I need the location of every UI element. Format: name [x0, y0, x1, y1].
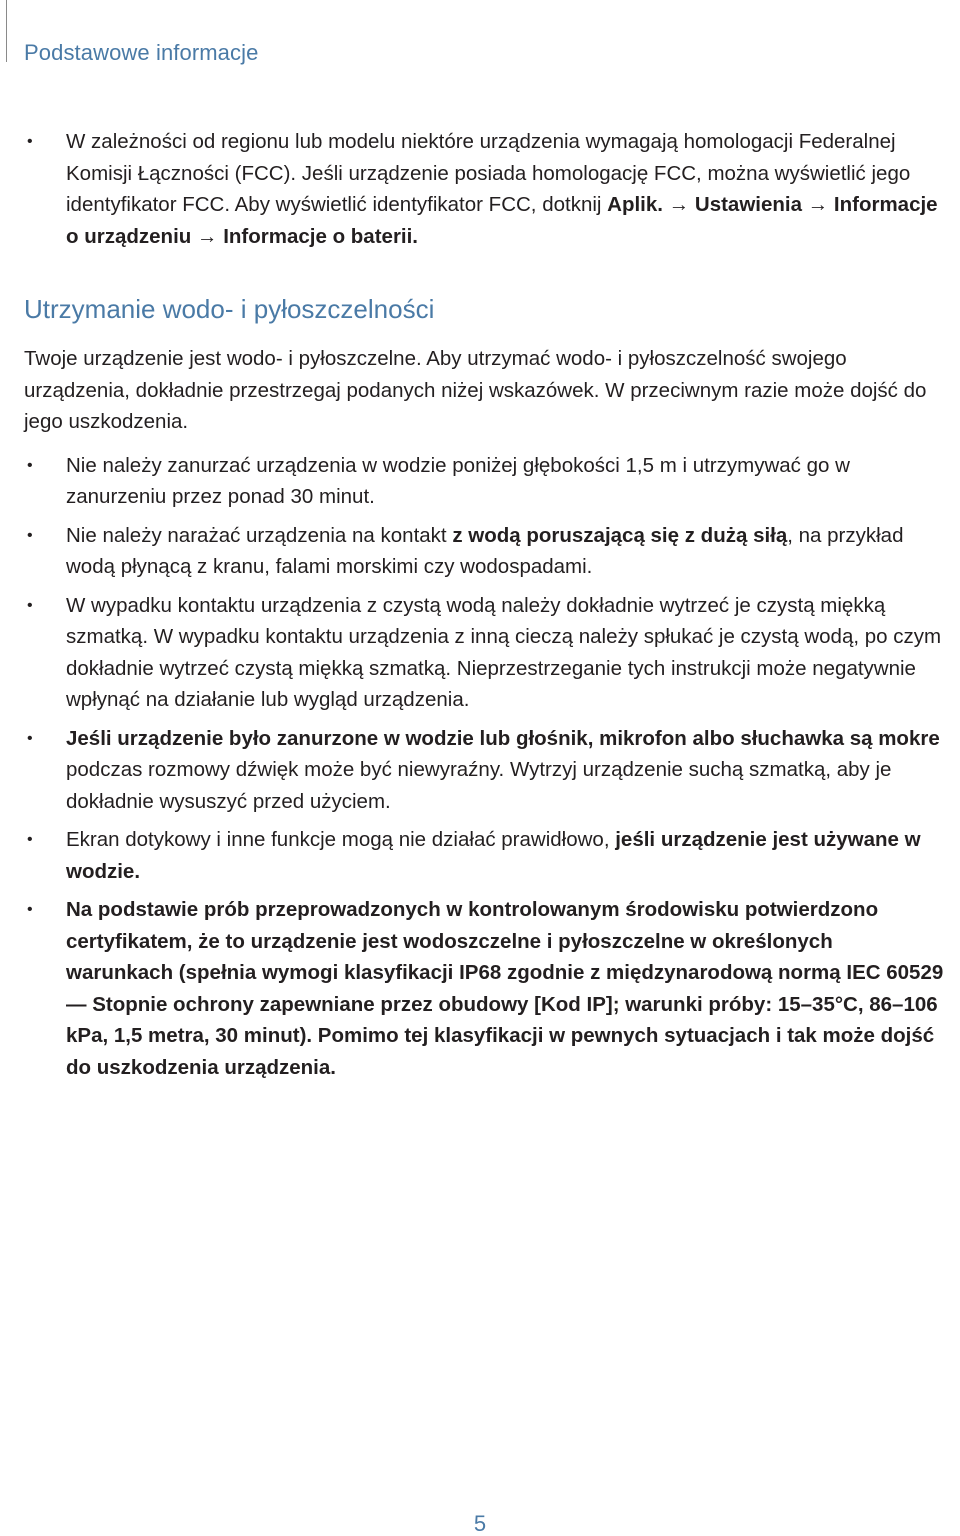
menu-path-settings: Ustawienia: [694, 193, 802, 216]
bullet-icon: •: [27, 456, 33, 474]
precautions-list: [24, 450, 944, 1084]
list-item: [24, 520, 944, 583]
page-number: 5: [473, 1511, 487, 1536]
list-item-text: , na przykład wodą płynącą z kranu, falami morskimi czy wodospadami.: [66, 523, 904, 578]
page-header-title: Podstawowe informacje: [24, 40, 259, 65]
arrow-right-icon: →: [197, 224, 218, 248]
bullet-icon: •: [27, 526, 33, 544]
fcc-note: [24, 126, 944, 252]
list-item-bold-text: Na podstawie prób przeprowadzonych w kontrolowanym środowisku potwierdzono certyfikatem, że to urządzenie jest wodoszczelne i pyłoszczelne w określonych warunkach (spełnia wymogi klasyfikacji IP68 zgodnie z międzynarodową normą IEC 60529 — Stopnie ochrony zapewniane przez obudowy [Kod IP]; warunki próby: 15–35°C, 86–106 kPa, 1,5 metra, 30 minut). Pomimo tej klasyfikacji w pewnych sytuacjach i tak może dojść do uszkodzenia urządzenia.: [66, 898, 944, 1079]
menu-path-apps: Aplik.: [607, 193, 663, 216]
list-item-text: Nie należy zanurzać urządzenia w wodzie poniżej głębokości 1,5 m i utrzymywać go w zanurzeniu przez ponad 30 minut.: [66, 453, 850, 508]
menu-path-about-device: Informacje o urządzeniu: [66, 193, 938, 248]
list-item-bold-text: Jeśli urządzenie było zanurzone w wodzie lub głośnik, mikrofon albo słuchawka są mokre: [66, 726, 940, 750]
bullet-icon: •: [27, 729, 33, 747]
list-item-text: W wypadku kontaktu urządzenia z czystą wodą należy dokładnie wytrzeć je czystą miękką szmatką. W wypadku kontaktu urządzenia z inną cieczą należy spłukać je czystą wodą, po czym dokładnie wytrzeć czystą miękką szmatką. Nieprzestrzeganie tych instrukcji może negatywnie wpłynąć na działanie lub wygląd urządzenia.: [66, 593, 942, 711]
bullet-icon: •: [27, 596, 33, 614]
margin-rule: [6, 0, 7, 62]
list-item: [24, 824, 944, 887]
list-item: [24, 590, 944, 716]
list-item-text: Nie należy narażać urządzenia na kontakt: [66, 523, 453, 547]
list-item-text: Ekran dotykowy i inne funkcje mogą nie działać prawidłowo,: [66, 828, 616, 851]
list-item-text: podczas rozmowy dźwięk może być niewyraźny. Wytrzyj urządzenie suchą szmatką, aby je dokładnie wysuszyć przed użyciem.: [66, 758, 892, 813]
page-content: [24, 126, 944, 1083]
list-item: [24, 723, 944, 818]
list-item: [24, 894, 944, 1083]
section-title: Utrzymanie wodo- i pyłoszczelności: [24, 294, 435, 324]
bullet-icon: •: [27, 831, 33, 848]
bullet-icon: •: [27, 133, 33, 150]
list-item-bold-text: z wodą poruszającą się z dużą siłą: [452, 523, 788, 547]
fcc-note-text: W zależności od regionu lub modelu niektóre urządzenia wymagają homologacji Federalnej Komisji Łączności (FCC). Jeśli urządzenie posiada homologację FCC, można wyświetlić jego identyfikator FCC. Aby wyświetlić identyfikator FCC, dotknij: [66, 130, 911, 216]
list-item: [24, 450, 944, 513]
list-item-bold-text: jeśli urządzenie jest używane w wodzie.: [66, 828, 921, 883]
menu-path-battery-info: Informacje o baterii.: [223, 224, 419, 248]
arrow-right-icon: →: [807, 193, 829, 216]
arrow-right-icon: →: [668, 193, 690, 216]
bullet-icon: •: [27, 901, 33, 918]
section-intro: Twoje urządzenie jest wodo- i pyłoszczelne. Aby utrzymać wodo- i pyłoszczelność swojego urządzenia, dokładnie przestrzegaj podanych niżej wskazówek. W przeciwnym razie może dojść do jego uszkodzenia.: [24, 347, 927, 433]
